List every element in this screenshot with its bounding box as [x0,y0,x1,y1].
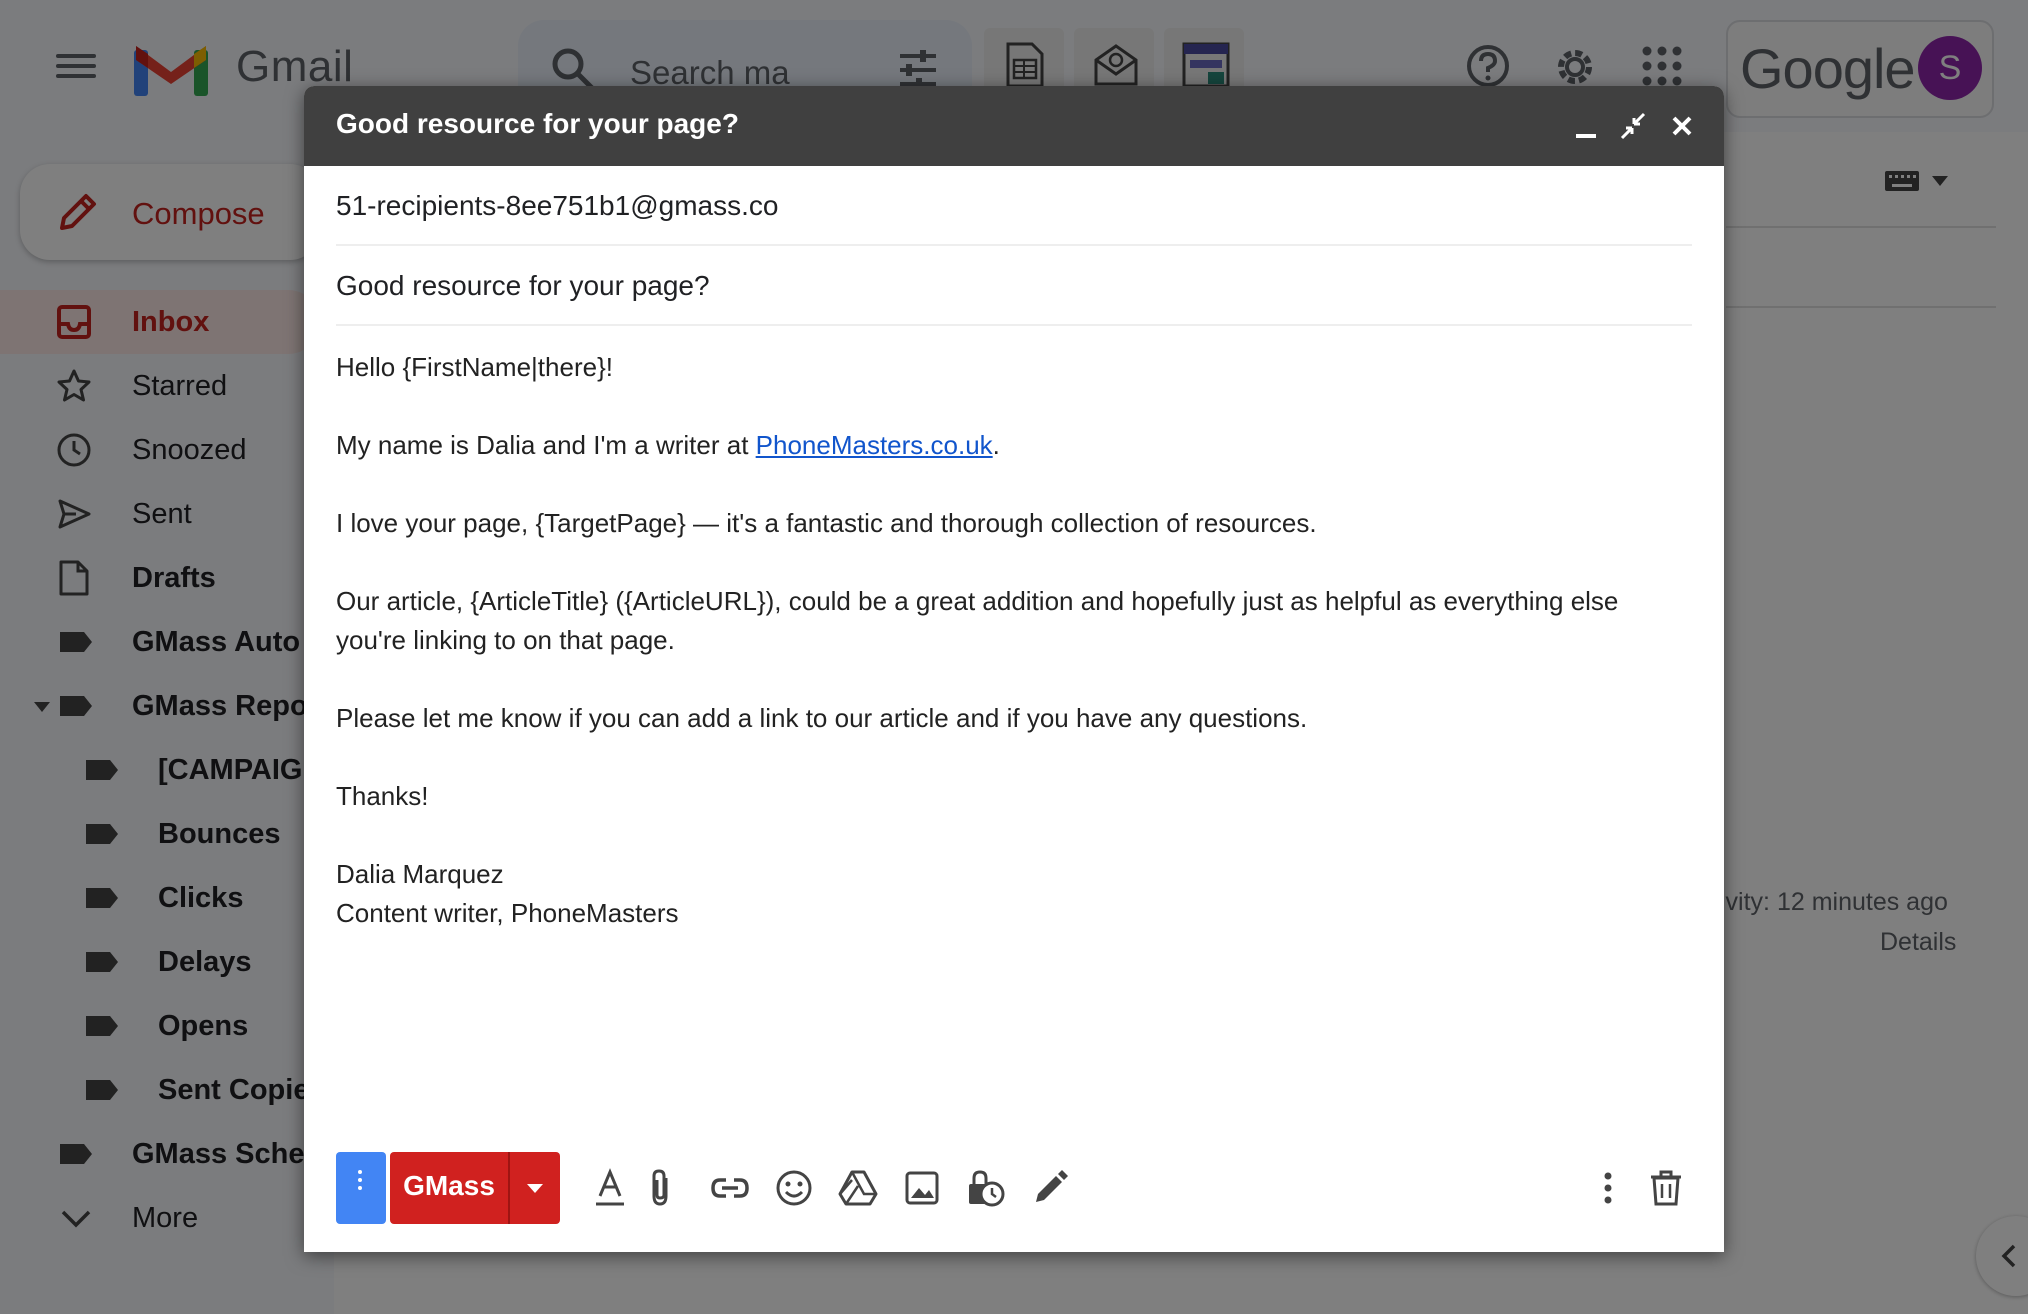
insert-photo-icon[interactable] [902,1168,942,1208]
compose-toolbar [336,1152,1706,1224]
body-greeting: Hello {FirstName|there}! [336,352,613,382]
signature-name: Dalia Marquez [336,859,504,889]
body-intro-text: My name is Dalia and I'm a writer at [336,430,756,460]
body-pitch-line2: you're linking to on that page. [336,625,675,655]
body-thanks: Thanks! [336,781,429,811]
more-options-icon[interactable] [1600,1168,1616,1208]
recipient-value[interactable]: 51-recipients-8ee751b1@gmass.co [336,190,779,221]
phonemasters-link[interactable]: PhoneMasters.co.uk [755,430,993,460]
text-format-icon[interactable] [592,1168,628,1208]
confidential-mode-icon[interactable] [966,1168,1006,1208]
signature-title: Content writer, PhoneMasters [336,898,679,928]
gmass-dropdown-button[interactable] [508,1152,560,1224]
insert-link-icon[interactable] [710,1168,750,1208]
body-praise: I love your page, {TargetPage} — it's a fantastic and thorough collection of resources. [336,508,1317,538]
gmass-send-button[interactable] [390,1152,508,1224]
google-drive-icon[interactable] [838,1168,878,1208]
gmass-send-label: GMass [403,1170,495,1201]
subject-field[interactable] [336,246,1692,326]
exit-fullscreen-icon[interactable] [1614,108,1654,144]
minimize-icon[interactable] [1566,108,1606,144]
emoji-icon[interactable] [774,1168,814,1208]
body-intro [336,426,1692,465]
signature-pen-icon[interactable] [1030,1168,1070,1208]
to-field[interactable] [336,166,1692,246]
caret-down-icon [527,1184,543,1193]
compose-dialog [304,86,1724,1252]
body-intro-end: . [992,430,1000,460]
gmass-settings-button[interactable] [336,1152,386,1224]
attachment-icon[interactable] [646,1168,676,1208]
vertical-dots-icon [358,1170,362,1174]
compose-header[interactable] [304,86,1724,166]
message-body[interactable] [336,348,1692,933]
discard-draft-trash-icon[interactable] [1648,1168,1684,1208]
subject-value[interactable]: Good resource for your page? [336,270,710,301]
body-ask: Please let me know if you can add a link to our article and if you have any questions. [336,703,1308,733]
close-icon[interactable] [1662,108,1702,144]
body-pitch-line1: Our article, {ArticleTitle} ({ArticleURL}), could be a great addition and hopefully just as helpful as everything else [336,586,1619,616]
compose-title: Good resource for your page? [336,108,739,139]
